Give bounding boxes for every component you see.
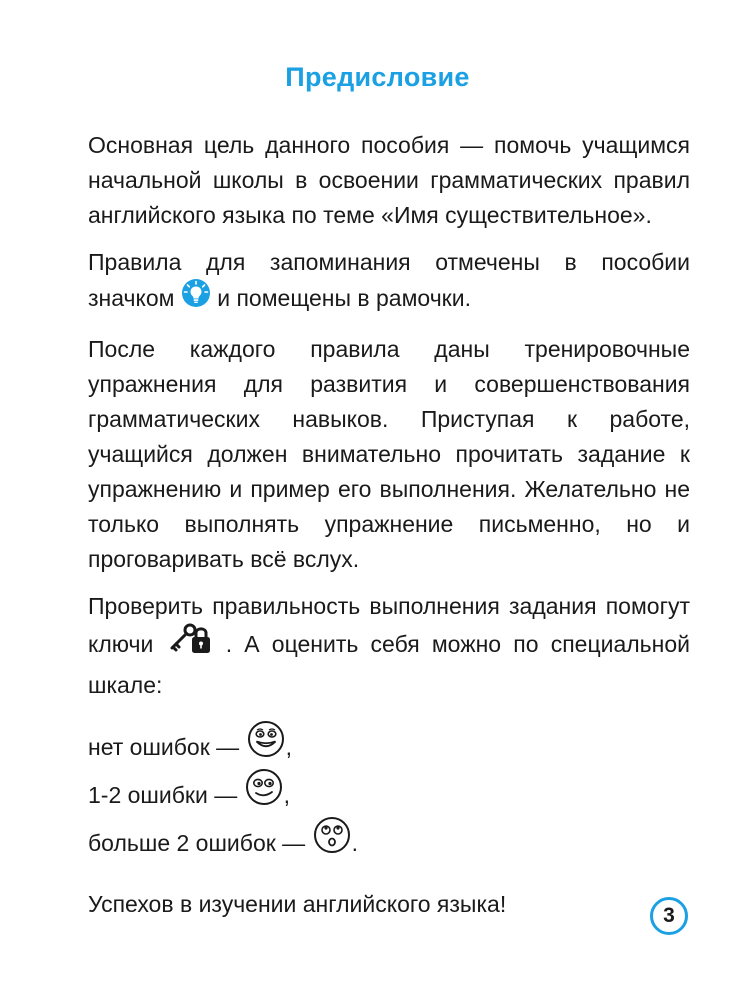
scale-item-suffix: , [285, 734, 292, 761]
neutral-face-icon [244, 767, 284, 823]
self-assessment-scale [88, 721, 690, 865]
scale-item-1-2-errors [88, 769, 690, 817]
page-title: Предисловие [285, 62, 470, 92]
paragraph-keys-text-1: Проверить правильность выполнения задания помогут ключи [88, 593, 690, 658]
scale-item-more-errors [88, 817, 690, 865]
paragraph-rules [88, 245, 690, 320]
closing-wish: Успехов в изучении английского языка! [88, 891, 507, 917]
scale-item-suffix: . [351, 830, 358, 857]
surprised-face-icon [312, 815, 352, 871]
paragraph-rules-text-2: и помещены в рамочки. [217, 285, 471, 312]
paragraph-exercises: После каждого правила даны тренировочные упражнения для развития и совершенствования грамматических навыков. Приступая к работе, учащийся должен внимательно прочитать задание к упражнению и пример его выполнения. Желательно не только выполнять упражнение письменно, но и проговаривать всё вслух. [88, 336, 690, 572]
page-number: 3 [650, 897, 688, 935]
lightbulb-icon [181, 278, 211, 318]
key-lock-icon [166, 622, 214, 666]
scale-item-suffix: , [283, 782, 290, 809]
preface-body [88, 128, 690, 934]
paragraph-purpose: Основная цель данного пособия — помочь учащимся начальной школы в освоении грамматических правил английского языка по теме «Имя существительное». [88, 132, 690, 228]
scale-item-no-errors [88, 721, 690, 769]
paragraph-keys [88, 589, 690, 703]
paragraph-rules-text-1: Правила для запоминания отмечены в пособии значком [88, 249, 690, 312]
paragraph-keys-text-2: . А оценить себя можно по специальной шкале: [88, 631, 691, 698]
scale-item-label: больше 2 ошибок — [88, 830, 306, 857]
scale-item-label: нет ошибок — [88, 734, 240, 761]
scale-item-label: 1-2 ошибки — [88, 782, 238, 809]
